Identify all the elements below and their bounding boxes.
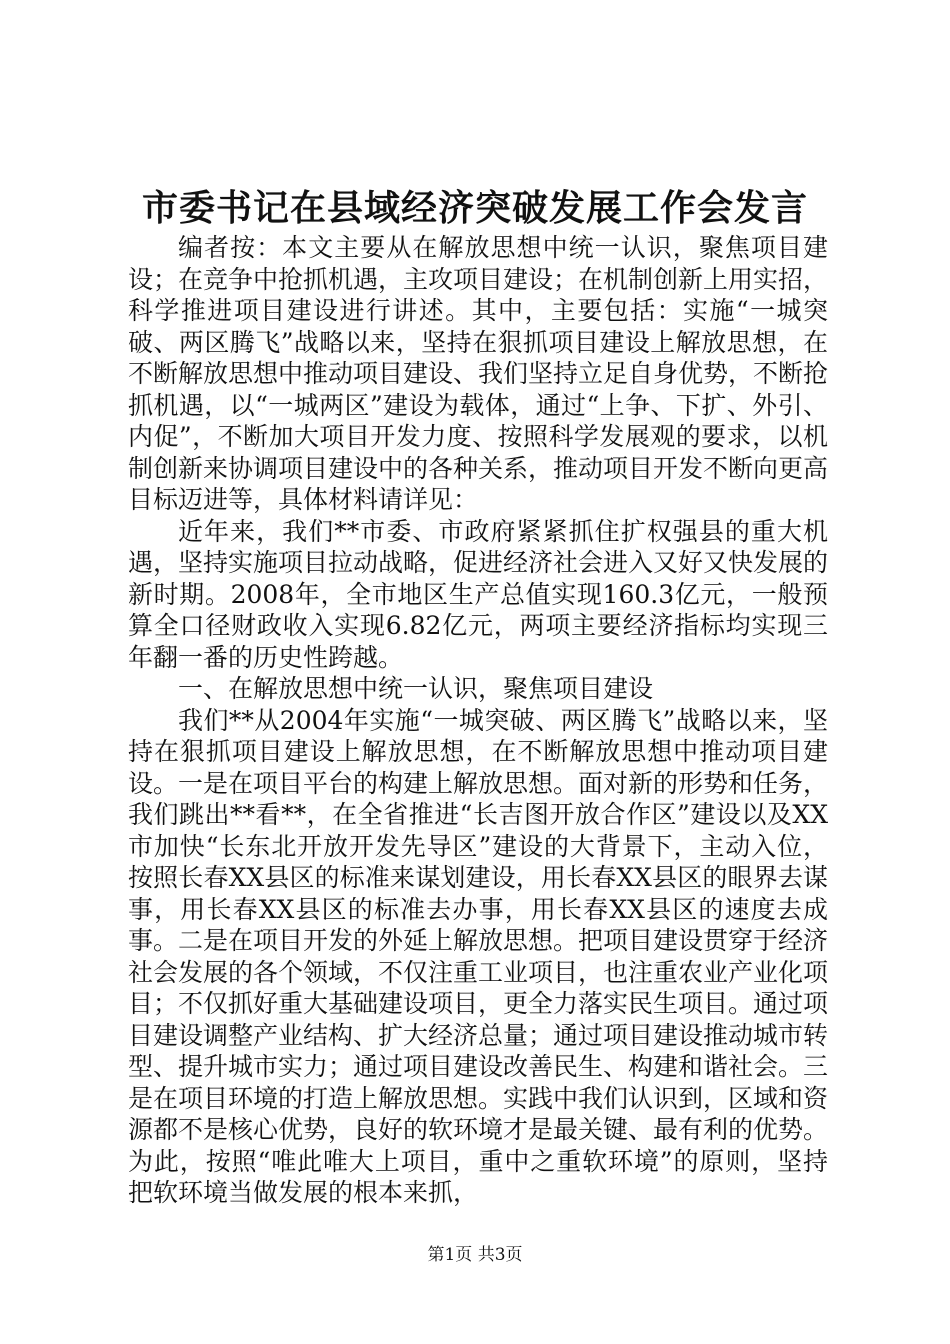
section-paragraph: 我们**从2004年实施“一城突破、两区腾飞”战略以来，坚持在狠抓项目建设上解放思想，在不断解放思想中推动项目建设。一是在项目平台的构建上解放思想。面对新的形势和任务，我们跳出**看**，在全省推进“长吉图开放合作区”建设以及XX市加快“长东北开放开发先导区”建设的大背景下，主动入位，按照长春XX县区的标准来谋划建设，用长春XX县区的眼界去谋事，用长春XX县区的标准去办事，用长春XX县区的速度去成事。二是在项目开发的外延上解放思想。把项目建设贯穿于经济社会发展的各个领域，不仅注重工业项目，也注重农业产业化项目；不仅抓好重大基础建设项目，更全力落实民生项目。通过项目建设调整产业结构、扩大经济总量；通过项目建设推动城市转型、提升城市实力；通过项目建设改善民生、构建和谐社会。三是在项目环境的打造上解放思想。实践中我们认识到，区域和资源都不是核心优势，良好的软环境才是最关键、最有利的优势。为此，按照“唯此唯大上项目，重中之重软环境”的原则，坚持把软环境当做发展的根本来抓， [128, 705, 829, 1207]
section-heading: 一、在解放思想中统一认识，聚焦项目建设 [178, 674, 654, 703]
intro-paragraph: 近年来，我们**市委、市政府紧紧抓住扩权强县的重大机遇，坚持实施项目拉动战略，促进经济社会进入又好又快发展的新时期。2008年，全市地区生产总值实现160.3亿元，一般预算全口径财政收入实现6.82亿元，两项主要经济指标均实现三年翻一番的历史性跨越。 [128, 516, 829, 672]
document-body [128, 232, 828, 1209]
editor-note-paragraph: 编者按：本文主要从在解放思想中统一认识，聚焦项目建设；在竞争中抢抓机遇，主攻项目建设；在机制创新上用实招，科学推进项目建设进行讲述。其中，主要包括：实施“一城突破、两区腾飞”战略以来，坚持在狠抓项目建设上解放思想，在不断解放思想中推动项目建设、我们坚持立足自身优势，不断抢抓机遇，以“一城两区”建设为载体，通过“上争、下扩、外引、内促”，不断加大项目开发力度、按照科学发展观的要求，以机制创新来协调项目建设中的各种关系，推动项目开发不断向更高目标迈进等，具体材料请详见： [128, 233, 829, 514]
document-title: 市委书记在县域经济突破发展工作会发言 [141, 187, 808, 229]
page-number-footer: 第1页 共3页 [427, 1245, 523, 1265]
